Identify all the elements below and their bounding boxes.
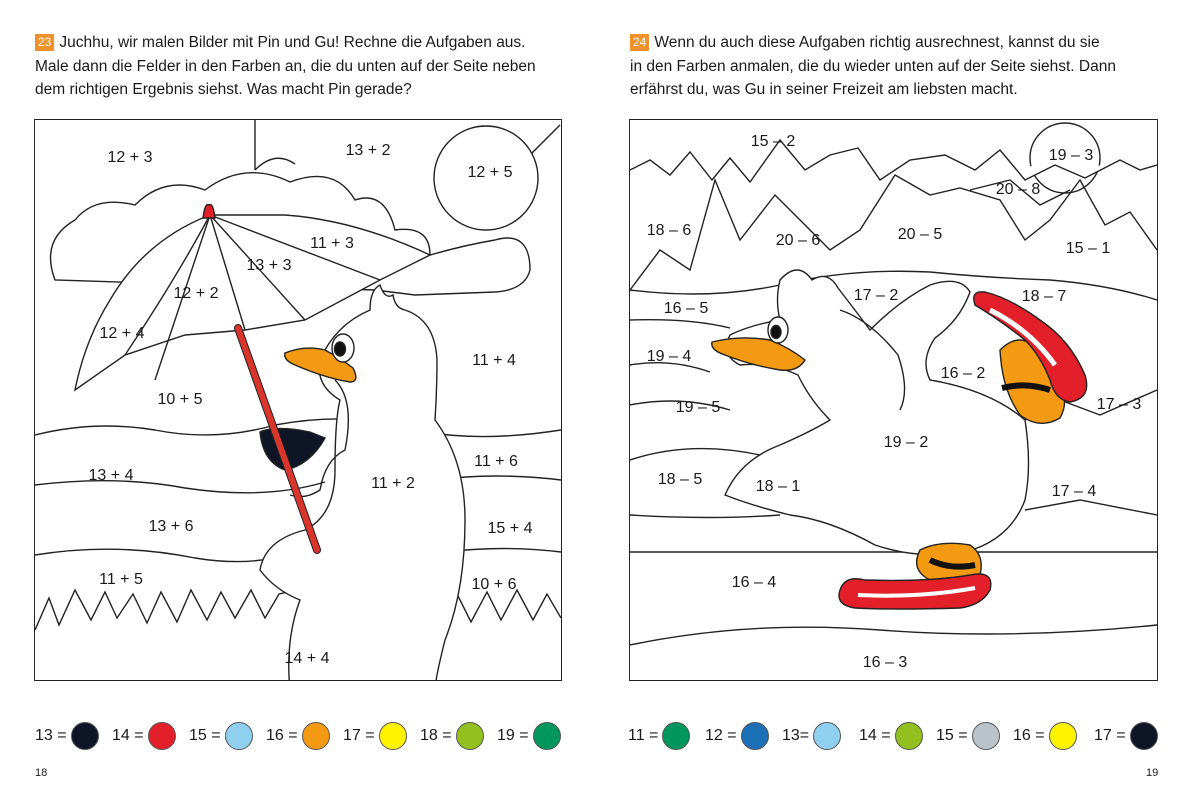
color-swatch [456,722,484,750]
legend-label: 13= [782,727,810,744]
legend-item [343,722,407,750]
field-label: 13 + 2 [345,142,391,159]
field-label: 15 – 1 [1065,240,1111,257]
field-label: 19 – 5 [675,399,721,416]
field-label: 17 – 4 [1051,483,1097,500]
field-label: 11 + 6 [474,453,518,470]
legend-item [705,722,769,750]
field-label: 17 – 3 [1096,396,1142,413]
instruction-line: dem richtigen Ergebnis siehst. Was macht Pin gerade? [35,81,412,98]
legend-item [859,722,923,750]
field-label: 11 + 2 [371,475,415,492]
legend-item [936,722,1000,750]
field-label: 13 + 3 [246,257,292,274]
legend-item [497,722,561,750]
field-label: 19 – 2 [883,434,929,451]
field-label: 13 + 4 [88,467,134,484]
legend-label: 16 = [1013,727,1045,744]
field-label: 12 + 4 [99,325,145,342]
field-label: 16 – 5 [663,300,709,317]
task-number-badge: 24 [630,34,649,51]
legend-label: 18 = [420,727,452,744]
legend-item [266,722,330,750]
field-label: 18 – 6 [646,222,692,239]
page-number: 19 [1146,767,1159,779]
color-swatch [225,722,253,750]
field-label: 11 + 4 [472,352,516,369]
color-swatch [71,722,99,750]
field-label: 19 – 3 [1048,147,1094,164]
field-label: 20 – 6 [775,232,821,249]
page-number: 18 [35,767,48,779]
legend-label: 16 = [266,727,298,744]
color-swatch [662,722,690,750]
field-label: 16 – 3 [862,654,908,671]
field-label: 11 + 3 [310,235,354,252]
color-swatch [813,722,841,750]
color-swatch [379,722,407,750]
color-legend-left [35,722,575,750]
color-swatch [1130,722,1158,750]
field-label: 16 – 4 [731,574,777,591]
field-label: 17 – 2 [853,287,899,304]
field-label: 15 + 4 [487,520,533,537]
field-label: 18 – 7 [1021,288,1067,305]
field-label: 12 + 2 [173,285,219,302]
legend-label: 15 = [936,727,968,744]
field-label: 10 + 5 [157,391,203,408]
color-swatch [533,722,561,750]
legend-label: 11 = [628,727,659,744]
field-label: 13 + 6 [148,518,194,535]
legend-item [189,722,253,750]
legend-label: 12 = [705,727,737,744]
legend-label: 17 = [1094,727,1126,744]
color-legend-right [628,722,1168,750]
field-label: 18 – 5 [657,471,703,488]
field-label: 15 – 2 [750,133,796,150]
color-swatch [148,722,176,750]
legend-item [112,722,176,750]
legend-item [628,722,690,750]
legend-label: 14 = [859,727,891,744]
field-label: 16 – 2 [940,365,986,382]
legend-item [1094,722,1158,750]
coloring-picture-left [34,119,562,681]
legend-item [782,722,841,750]
task-23-instruction [35,31,536,102]
field-label: 20 – 8 [995,181,1041,198]
task-24-instruction [630,31,1116,102]
instruction-line: in den Farben anmalen, die du wieder unten auf der Seite siehst. Dann [630,57,1116,75]
field-label: 10 + 6 [471,576,517,593]
legend-item [420,722,484,750]
instruction-line: Wenn du auch diese Aufgaben richtig ausrechnest, kannst du sie [654,34,1100,51]
field-label: 19 – 4 [646,348,692,365]
field-label: 18 – 1 [755,478,801,495]
legend-label: 19 = [497,727,529,744]
color-swatch [741,722,769,750]
legend-label: 14 = [112,727,144,744]
instruction-line: erfährst du, was Gu in seiner Freizeit am liebsten macht. [630,81,1018,98]
field-label: 11 + 5 [99,571,143,588]
legend-item [35,722,99,750]
coloring-picture-right [629,119,1158,681]
legend-item [1013,722,1077,750]
line-art-left [35,120,561,680]
field-label: 20 – 5 [897,226,943,243]
instruction-line: Juchhu, wir malen Bilder mit Pin und Gu! Rechne die Aufgaben aus. [59,34,526,51]
color-swatch [895,722,923,750]
legend-label: 13 = [35,727,67,744]
color-swatch [972,722,1000,750]
legend-label: 15 = [189,727,221,744]
field-label: 12 + 3 [107,149,153,166]
color-swatch [302,722,330,750]
task-number-badge: 23 [35,34,54,51]
instruction-line: Male dann die Felder in den Farben an, die du unten auf der Seite neben [35,57,536,75]
field-label: 14 + 4 [284,650,330,667]
field-label: 12 + 5 [467,164,513,181]
legend-label: 17 = [343,727,375,744]
color-swatch [1049,722,1077,750]
